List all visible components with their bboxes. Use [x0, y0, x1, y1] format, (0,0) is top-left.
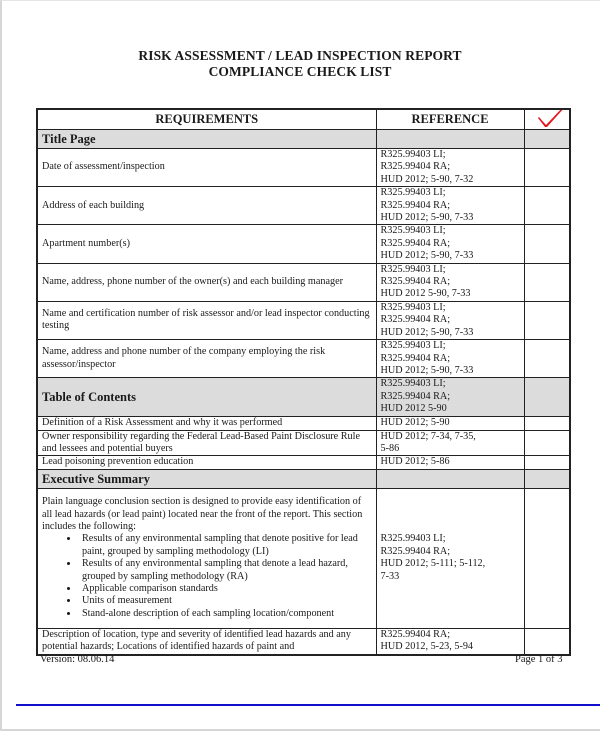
check-cell[interactable]: [524, 149, 570, 187]
check-cell[interactable]: [524, 378, 570, 416]
requirement-cell: Date of assessment/inspection: [37, 149, 376, 187]
check-cell[interactable]: [524, 263, 570, 301]
reference-cell: HUD 2012; 5-86: [376, 456, 524, 469]
requirement-cell: Name, address, phone number of the owner(s) and each building manager: [37, 263, 376, 301]
requirement-cell: Name, address and phone number of the company employing the risk assessor/inspector: [37, 340, 376, 378]
table-row: [37, 456, 570, 469]
check-cell[interactable]: [524, 187, 570, 225]
requirement-cell: Lead poisoning prevention education: [37, 456, 376, 469]
section-row-table-of-contents: [37, 378, 570, 416]
reference-cell: R325.99403 LI; R325.99404 RA; HUD 2012; 5-90, 7-33: [376, 340, 524, 378]
reference-cell: HUD 2012; 5-90: [376, 416, 524, 430]
check-cell[interactable]: [524, 628, 570, 654]
requirement-cell: Apartment number(s): [37, 225, 376, 263]
requirement-cell: Definition of a Risk Assessment and why it was performed: [37, 416, 376, 430]
table-row: [37, 149, 570, 187]
check-cell[interactable]: [524, 469, 570, 488]
section-title: Table of Contents: [37, 378, 376, 416]
requirement-cell: Description of location, type and severity of identified lead hazards and any potential hazards; Locations of identified hazards of paint and: [37, 628, 376, 654]
compliance-checklist-table: [36, 108, 571, 656]
reference-cell: R325.99404 RA; HUD 2012, 5-23, 5-94: [376, 628, 524, 654]
page-divider-line: [16, 704, 600, 706]
reference-cell: R325.99403 LI; R325.99404 RA; HUD 2012; 5-90, 7-33: [376, 187, 524, 225]
requirement-cell: Plain language conclusion section is designed to provide easy identification of all lead hazards (or lead paint) located near the front of the report. This section includes the following: • Results of any environmental sampling that denote positive for lead paint, grouped by sampling methodology (LI) • Results of any environmental sampling that denote a lead hazard, grouped by sampling methodology (RA) • Applicable comparison standards • Units of measurement • Stand-alone description of each sampling location/component: [37, 488, 376, 628]
requirement-bullet-list: [42, 533, 372, 620]
check-cell[interactable]: [524, 456, 570, 469]
table-row: [37, 628, 570, 654]
reference-cell: R325.99403 LI; R325.99404 RA; HUD 2012; 5-111; 5-112, 7-33: [376, 488, 524, 628]
footer-version: Version: 08.06.14: [40, 654, 115, 665]
table-row: [37, 225, 570, 263]
check-mark-icon: [529, 110, 566, 129]
table-row: [37, 187, 570, 225]
section-title: Title Page: [37, 130, 376, 149]
reference-cell: HUD 2012; 7-34, 7-35, 5-86: [376, 430, 524, 456]
section-reference: [376, 130, 524, 149]
table-row: [37, 416, 570, 430]
requirement-cell: Owner responsibility regarding the Federal Lead-Based Paint Disclosure Rule and lessees and potential buyers: [37, 430, 376, 456]
section-title: Executive Summary: [37, 469, 376, 488]
bullet-item: • Applicable comparison standards: [79, 583, 372, 595]
footer-page-number: Page 1 of 3: [515, 654, 563, 665]
bullet-item: • Results of any environmental sampling that denote positive for lead paint, grouped by sampling methodology (LI): [79, 533, 372, 558]
check-cell[interactable]: [524, 130, 570, 149]
table-row: [37, 430, 570, 456]
table-row: [37, 301, 570, 339]
bullet-item: • Stand-alone description of each sampling location/component: [79, 608, 372, 620]
section-row-title-page: [37, 130, 570, 149]
requirement-cell: Address of each building: [37, 187, 376, 225]
document-title: RISK ASSESSMENT / LEAD INSPECTION REPORT: [138, 48, 462, 63]
reference-header: REFERENCE: [376, 109, 524, 130]
section-reference: [376, 469, 524, 488]
bullet-item: • Units of measurement: [79, 595, 372, 607]
document-subtitle: COMPLIANCE CHECK LIST: [208, 64, 392, 79]
table-row: [37, 263, 570, 301]
reference-cell: R325.99403 LI; R325.99404 RA; HUD 2012; 5-90, 7-33: [376, 225, 524, 263]
check-cell[interactable]: [524, 416, 570, 430]
table-header-row: [37, 109, 570, 130]
table-row: [37, 488, 570, 628]
reference-cell: R325.99403 LI; R325.99404 RA; HUD 2012 5-90, 7-33: [376, 263, 524, 301]
check-cell[interactable]: [524, 301, 570, 339]
reference-cell: R325.99403 LI; R325.99404 RA; HUD 2012; 5-90, 7-32: [376, 149, 524, 187]
check-cell[interactable]: [524, 340, 570, 378]
bullet-item: • Results of any environmental sampling that denote a lead hazard, grouped by sampling methodology (RA): [79, 558, 372, 583]
check-cell[interactable]: [524, 488, 570, 628]
check-cell[interactable]: [524, 430, 570, 456]
check-cell[interactable]: [524, 225, 570, 263]
section-reference: R325.99403 LI; R325.99404 RA; HUD 2012 5-90: [376, 378, 524, 416]
requirement-cell: Name and certification number of risk assessor and/or lead inspector conducting testing: [37, 301, 376, 339]
table-row: [37, 340, 570, 378]
check-header: [524, 109, 570, 130]
reference-cell: R325.99403 LI; R325.99404 RA; HUD 2012; 5-90, 7-33: [376, 301, 524, 339]
requirements-header: REQUIREMENTS: [37, 109, 376, 130]
section-row-executive-summary: [37, 469, 570, 488]
